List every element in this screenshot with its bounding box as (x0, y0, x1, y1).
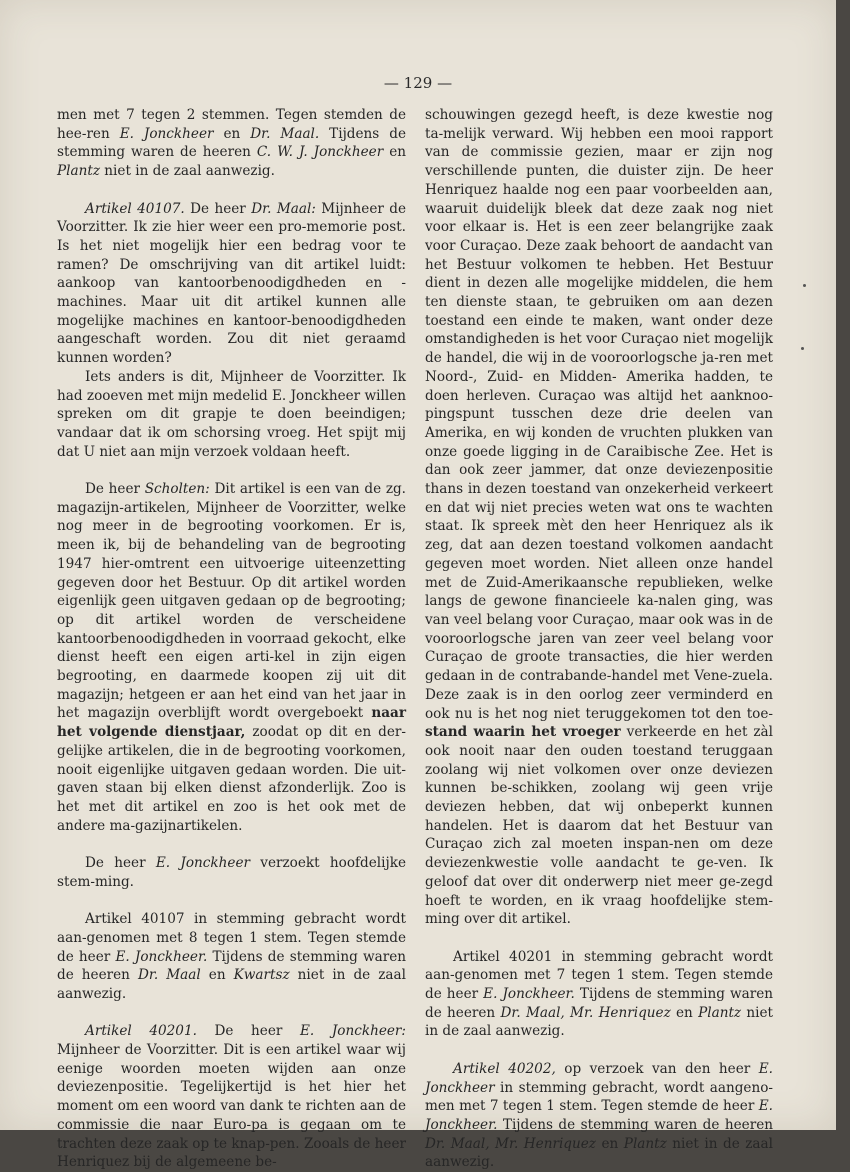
paragraph-deviezen-continued: schouwingen gezegd heeft, is deze kwestie nog ta-melijk verward. Wij hebben een mooi rapport van de commissie gezien, maar er zijn nog verschillende punten, die duister zijn. De heer Henriquez haalde nog een paar voorbeelden aan, waaruit duidelijk bleek dat deze zaak nog niet voor elkaar is. Het is een zeer belangrijke zaak voor Curaçao. Deze zaak behoort de aandacht van het Bestuur volkomen te hebben. Het Bestuur dient in dezen alle mogelijke middelen, die hem ten dienste staan, te gebruiken om aan dezen toestand een einde te maken, want onder deze omstandigheden is het voor Curaçao niet mogelijk de handel, die wij in de vooroorlogsche ja-ren met Noord-, Zuid- en Midden- Amerika hadden, te doen herleven. Curaçao was altijd het aanknoo-pingspunt tusschen deze drie deelen van Amerika, en wij konden de vruchten plukken van onze goede ligging in de Caraibische Zee. Het is dan ook zeer jammer, dat onze deviezenpositie thans in dezen toestand van onzekerheid verkeert en dat wij niet precies weten wat ons te wachten staat. Ik spreek mèt den heer Henriquez als ik zeg, dat aan dezen toestand volkomen aandacht gegeven moet worden. Niet alleen onze handel met de Zuid-Amerikaansche republieken, welke langs de gewone financieele ka-nalen ging, was van veel belang voor Curaçao, maar ook was in de vooroorlogsche jaren van zeer veel belang voor Curaçao de groote transacties, die hier werden gedaan in de contrabande-handel met Vene-zuela. Deze zaak is in den oorlog zeer verminderd en ook nu is het nog niet teruggekomen tot den toe-stand waarin het vroeger verkeerde en het zàl ook nooit naar den ouden toestand teruggaan zoolang wij niet volkomen over onze deviezen kunnen be-schikken, zoolang wij geen vrije deviezen hebben, dat wij onbeperkt kunnen handelen. Het is daarom dat het Bestuur van Curaçao zich zal moeten inspan-nen om deze deviezenkwestie volle aandacht te ge-ven. Ik geloof dat over dit onderwerp niet meer ge-zegd hoeft te worden, en ik vraag hoofdelijke stem-ming over dit artikel. (425, 107, 773, 928)
paper-speck (803, 284, 806, 287)
paper-speck (801, 347, 804, 350)
paragraph-scholten: De heer Scholten: Dit artikel is een van de zg. magazijn-artikelen, Mijnheer de Voorzitter, welke nog meer in de begrooting voorkomen. Er is, meen ik, bij de behandeling van de begrooting 1947 hier-omtrent een uitvoerige uiteenzetting gegeven door het Bestuur. Op dit artikel worden eigenlijk geen uitgaven gedaan op de begrooting; op dit artikel worden de verscheidene kantoorbenoodigdheden in voorraad gekocht, elke dienst heeft een eigen arti-kel in zijn eigen begrooting, en daarmede koopen zij uit dit magazijn; hetgeen er aan het eind van het jaar in het magazijn overblijft wordt overgeboekt naar het volgende dienstjaar, zoodat op dit en der-gelijke artikelen, die in de begrooting voorkomen, nooit eigenlijke uitgaven gedaan worden. Die uit-gaven staan bij elken dienst afzonderlijk. Zoo is het met dit artikel en zoo is het ook met de andere ma-gazijnartikelen. (57, 481, 407, 834)
paragraph-vote-result-40107: Artikel 40107 in stemming gebracht wordt aan-genomen met 8 tegen 1 stem. Tegen stemde de heer E. Jonckheer. Tijdens de stemming waren de heeren Dr. Maal en Kwartsz niet in de zaal aanwezig. (57, 911, 407, 1002)
paragraph-stemming-verzoek: De heer E. Jonckheer verzoekt hoofdelijke stem-ming. (57, 855, 406, 890)
page-number: — 129 — (383, 74, 453, 92)
paragraph-artikel-40107: Artikel 40107. De heer Dr. Maal: Mijnheer de Voorzitter. Ik zie hier weer een pro-memorie post. Is het niet mogelijk hier een bedrag voor te ramen? De omschrijving van dit artikel luidt: aankoop van kantoorbenoodigdheden en -machines. Maar uit dit artikel kunnen alle mogelijke machines en kantoor-benoodigdheden aangeschaft worden. Zou dit niet geraamd kunnen worden? (57, 200, 407, 367)
paragraph-vote-result-1: men met 7 tegen 2 stemmen. Tegen stemden de hee-ren E. Jonckheer en Dr. Maal. Tijdens de stemming waren de heeren C. W. J. Jonckheer en Plantz niet in de zaal aanwezig. (57, 107, 407, 180)
paragraph-vote-result-40201: Artikel 40201 in stemming gebracht wordt aan-genomen met 7 tegen 1 stem. Tegen stemde de heer E. Jonckheer. Tijdens de stemming waren de heeren Dr. Maal, Mr. Henriquez en Plantz niet in de zaal aanwezig. (425, 948, 773, 1040)
right-column (425, 106, 773, 1172)
paragraph-artikel-40201: Artikel 40201. De heer E. Jonckheer: Mijnheer de Voorzitter. Dit is een artikel waar wij eenige woorden moeten wijden aan onze deviezenpositie. Tegelijkertijd is het hier het moment om een woord van dank te richten aan de commissie die naar Euro-pa is gegaan om te trachten deze zaak op te knap-pen. Zooals de heer Henriquez bij de algemeene be- (57, 1023, 406, 1171)
paragraph-artikel-40202: Artikel 40202, op verzoek van den heer E. Jonckheer in stemming gebracht, wordt aangeno-men met 7 tegen 1 stem. Tegen stemde de heer E. Jonckheer. Tijdens de stemming waren de heeren Dr. Maal, Mr. Henriquez en Plantz niet in de zaal aanwezig. (425, 1060, 773, 1171)
paragraph-schorsing: Iets anders is dit, Mijnheer de Voorzitter. Ik had zooeven met mijn medelid E. Jonckheer willen spreken om dit grapje te doen beeindigen; vandaar dat ik om schorsing vroeg. Het spijt mij dat U niet aan mijn verzoek voldaan heeft. (57, 368, 406, 460)
left-column (57, 106, 406, 1172)
